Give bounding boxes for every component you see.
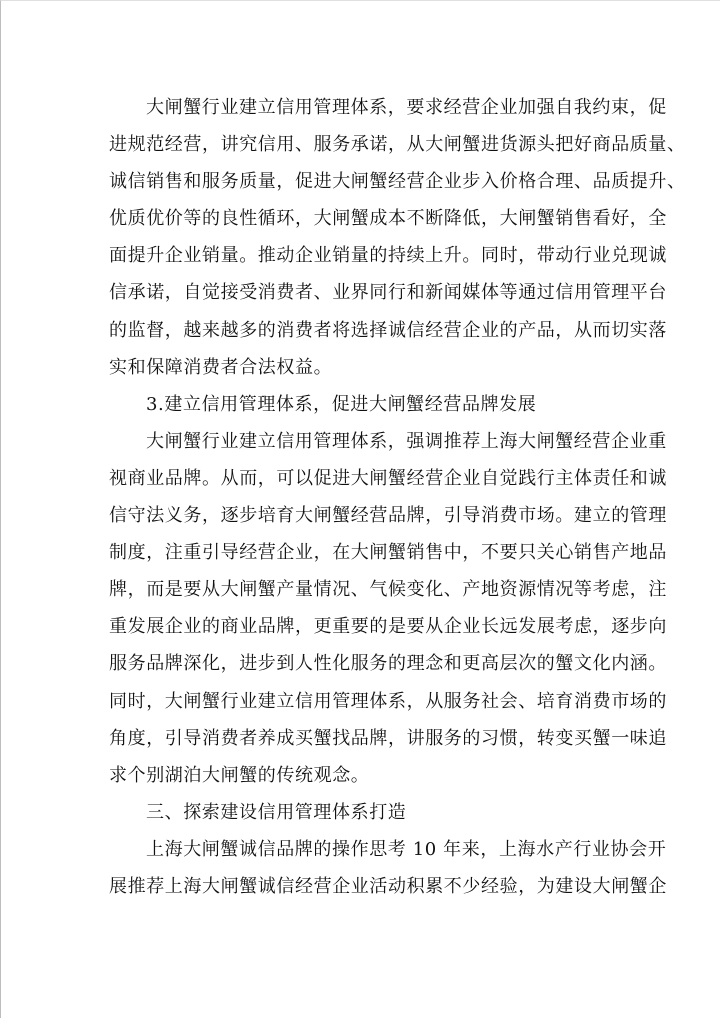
- text-line: 牌，而是要从大闸蟹产量情况、气候变化、产地资源情况等考虑，注: [109, 579, 667, 601]
- text-line: 信守法义务，逐步培育大闸蟹经营品牌，引导消费市场。建立的管理: [109, 505, 667, 527]
- text-line: 展推荐上海大闸蟹诚信经营企业活动积累不少经验，为建设大闸蟹企: [109, 875, 667, 897]
- text-line: 同时，大闸蟹行业建立信用管理体系，从服务社会、培育消费市场的: [109, 690, 667, 712]
- document-body: [109, 89, 686, 905]
- text-line: 角度，引导消费者养成买蟹找品牌，讲服务的习惯，转变买蟹一味追: [109, 727, 667, 749]
- text-line: 面提升企业销量。推动企业销量的持续上升。同时，带动行业兑现诚: [109, 245, 667, 267]
- text-line: 大闸蟹行业建立信用管理体系，强调推荐上海大闸蟹经营企业重: [146, 430, 667, 452]
- text-line: 实和保障消费者合法权益。: [109, 356, 333, 378]
- text-line: 重发展企业的商业品牌，更重要的是要从企业长远发展考虑，逐步向: [109, 616, 667, 638]
- text-line: 制度，注重引导经营企业，在大闸蟹销售中，不要只关心销售产地品: [109, 542, 667, 564]
- text-line: 求个别湖泊大闸蟹的传统观念。: [109, 764, 370, 786]
- paragraph-shanghai-experience: [109, 831, 667, 905]
- text-line: 视商业品牌。从而，可以促进大闸蟹经营企业自觉践行主体责任和诚: [109, 467, 667, 489]
- heading-line: 三、探索建设信用管理体系打造: [146, 801, 407, 823]
- paragraph-credit-system-benefits: [109, 89, 686, 386]
- text-line: 进规范经营，讲究信用、服务承诺，从大闸蟹进货源头把好商品质量、: [109, 134, 686, 156]
- section-heading-brand-development: [109, 386, 621, 423]
- section-heading-explore-credit-system: [109, 794, 621, 831]
- heading-line: 3.建立信用管理体系，促进大闸蟹经营品牌发展: [146, 393, 537, 415]
- text-line: 信承诺，自觉接受消费者、业界同行和新闻媒体等通过信用管理平台: [109, 282, 667, 304]
- text-line: 的监督，越来越多的消费者将选择诚信经营企业的产品，从而切实落: [109, 319, 667, 341]
- text-line: 大闸蟹行业建立信用管理体系，要求经营企业加强自我约束，促: [146, 97, 667, 118]
- text-line: 服务品牌深化，进步到人性化服务的理念和更高层次的蟹文化内涵。: [109, 653, 667, 675]
- paragraph-brand-development: [109, 423, 667, 794]
- text-line: 优质优价等的良性循环，大闸蟹成本不断降低，大闸蟹销售看好，全: [109, 208, 667, 230]
- text-line: 上海大闸蟹诚信品牌的操作思考 10 年来，上海水产行业协会开: [146, 838, 667, 860]
- text-line: 诚信销售和服务质量，促进大闸蟹经营企业步入价格合理、品质提升、: [109, 171, 686, 193]
